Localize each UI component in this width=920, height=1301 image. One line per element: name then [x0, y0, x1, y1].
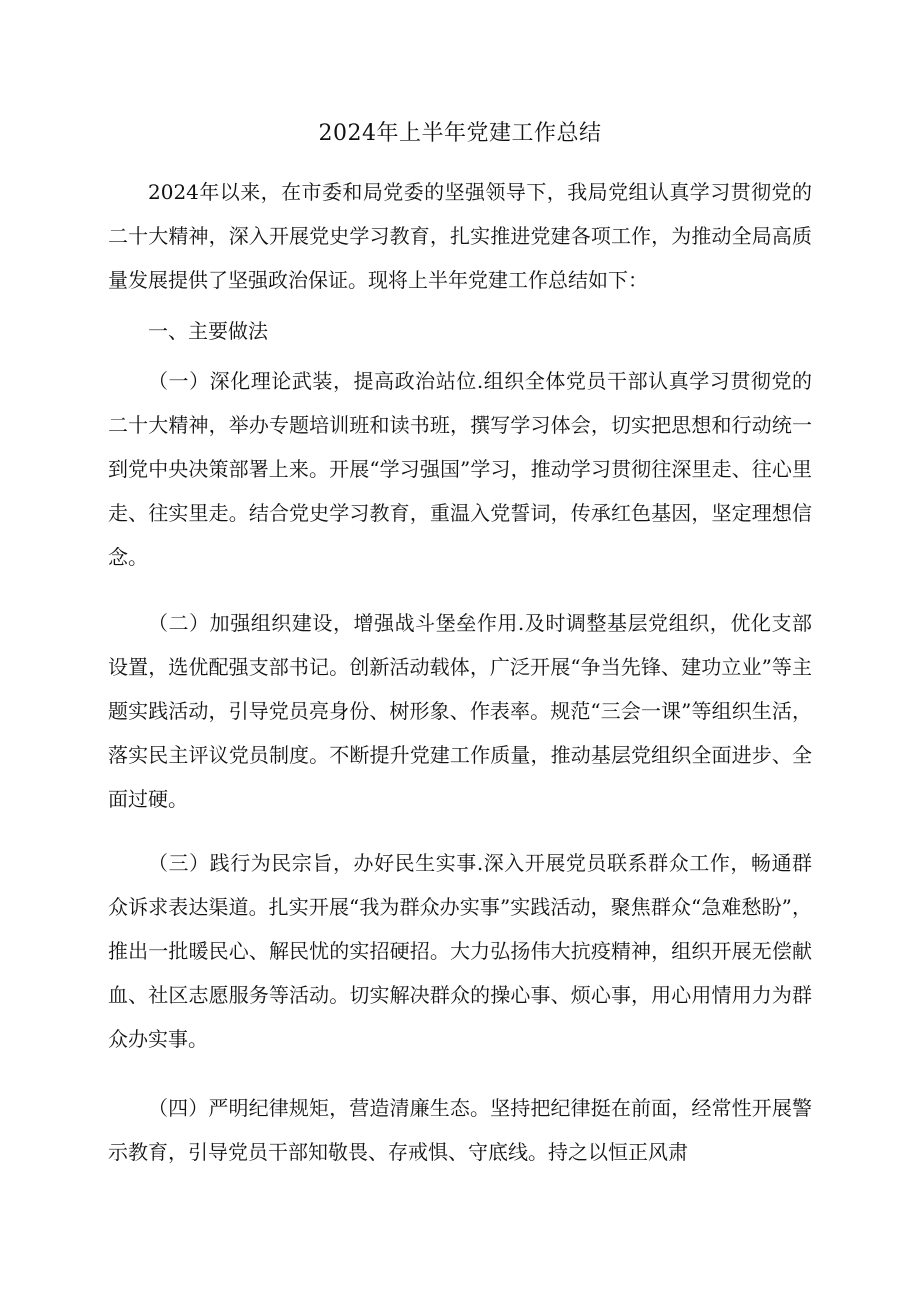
paragraph-3: （三）践行为民宗旨，办好民生实事.深入开展党员联系群众工作，畅通群众诉求表达渠道。扎实开展“我为群众办实事”实践活动，聚焦群众“急难愁盼”，推出一批暖民心、解民忧的实招硬招。大力弘扬伟大抗疫精神，组织开展无偿献血、社区志愿服务等活动。切实解决群众的操心事、烦心事，用心用情用力为群众办实事。 — [108, 851, 812, 1051]
paragraph-2: （二）加强组织建设，增强战斗堡垒作用.及时调整基层党组织，优化支部设置，选优配强支部书记。创新活动载体，广泛开展“争当先锋、建功立业”等主题实践活动，引导党员亮身份、树形象、作表率。规范“三会一课”等组织生活，落实民主评议党员制度。不断提升党建工作质量，推动基层党组织全面进步、全面过硬。 — [108, 611, 812, 811]
section-heading: 一、主要做法 — [148, 319, 268, 343]
document-title: 2024年上半年党建工作总结 — [318, 121, 602, 146]
intro-paragraph: 2024年以来，在市委和局党委的坚强领导下，我局党组认真学习贯彻党的二十大精神，深入开展党史学习教育，扎实推进党建各项工作，为推动全局高质量发展提供了坚强政治保证。现将上半年党建工作总结如下： — [108, 180, 812, 292]
paragraph-4: （四）严明纪律规矩，营造清廉生态。坚持把纪律挺在前面，经常性开展警示教育，引导党员干部知敬畏、存戒惧、守底线。持之以恒正风肃 — [108, 1096, 812, 1164]
paragraph-1: （一）深化理论武装，提高政治站位.组织全体党员干部认真学习贯彻党的二十大精神，举办专题培训班和读书班，撰写学习体会，切实把思想和行动统一到党中央决策部署上来。开展“学习强国”学习，推动学习贯彻往深里走、往心里走、往实里走。结合党史学习教育，重温入党誓词，传承红色基因，坚定理想信念。 — [108, 369, 812, 569]
